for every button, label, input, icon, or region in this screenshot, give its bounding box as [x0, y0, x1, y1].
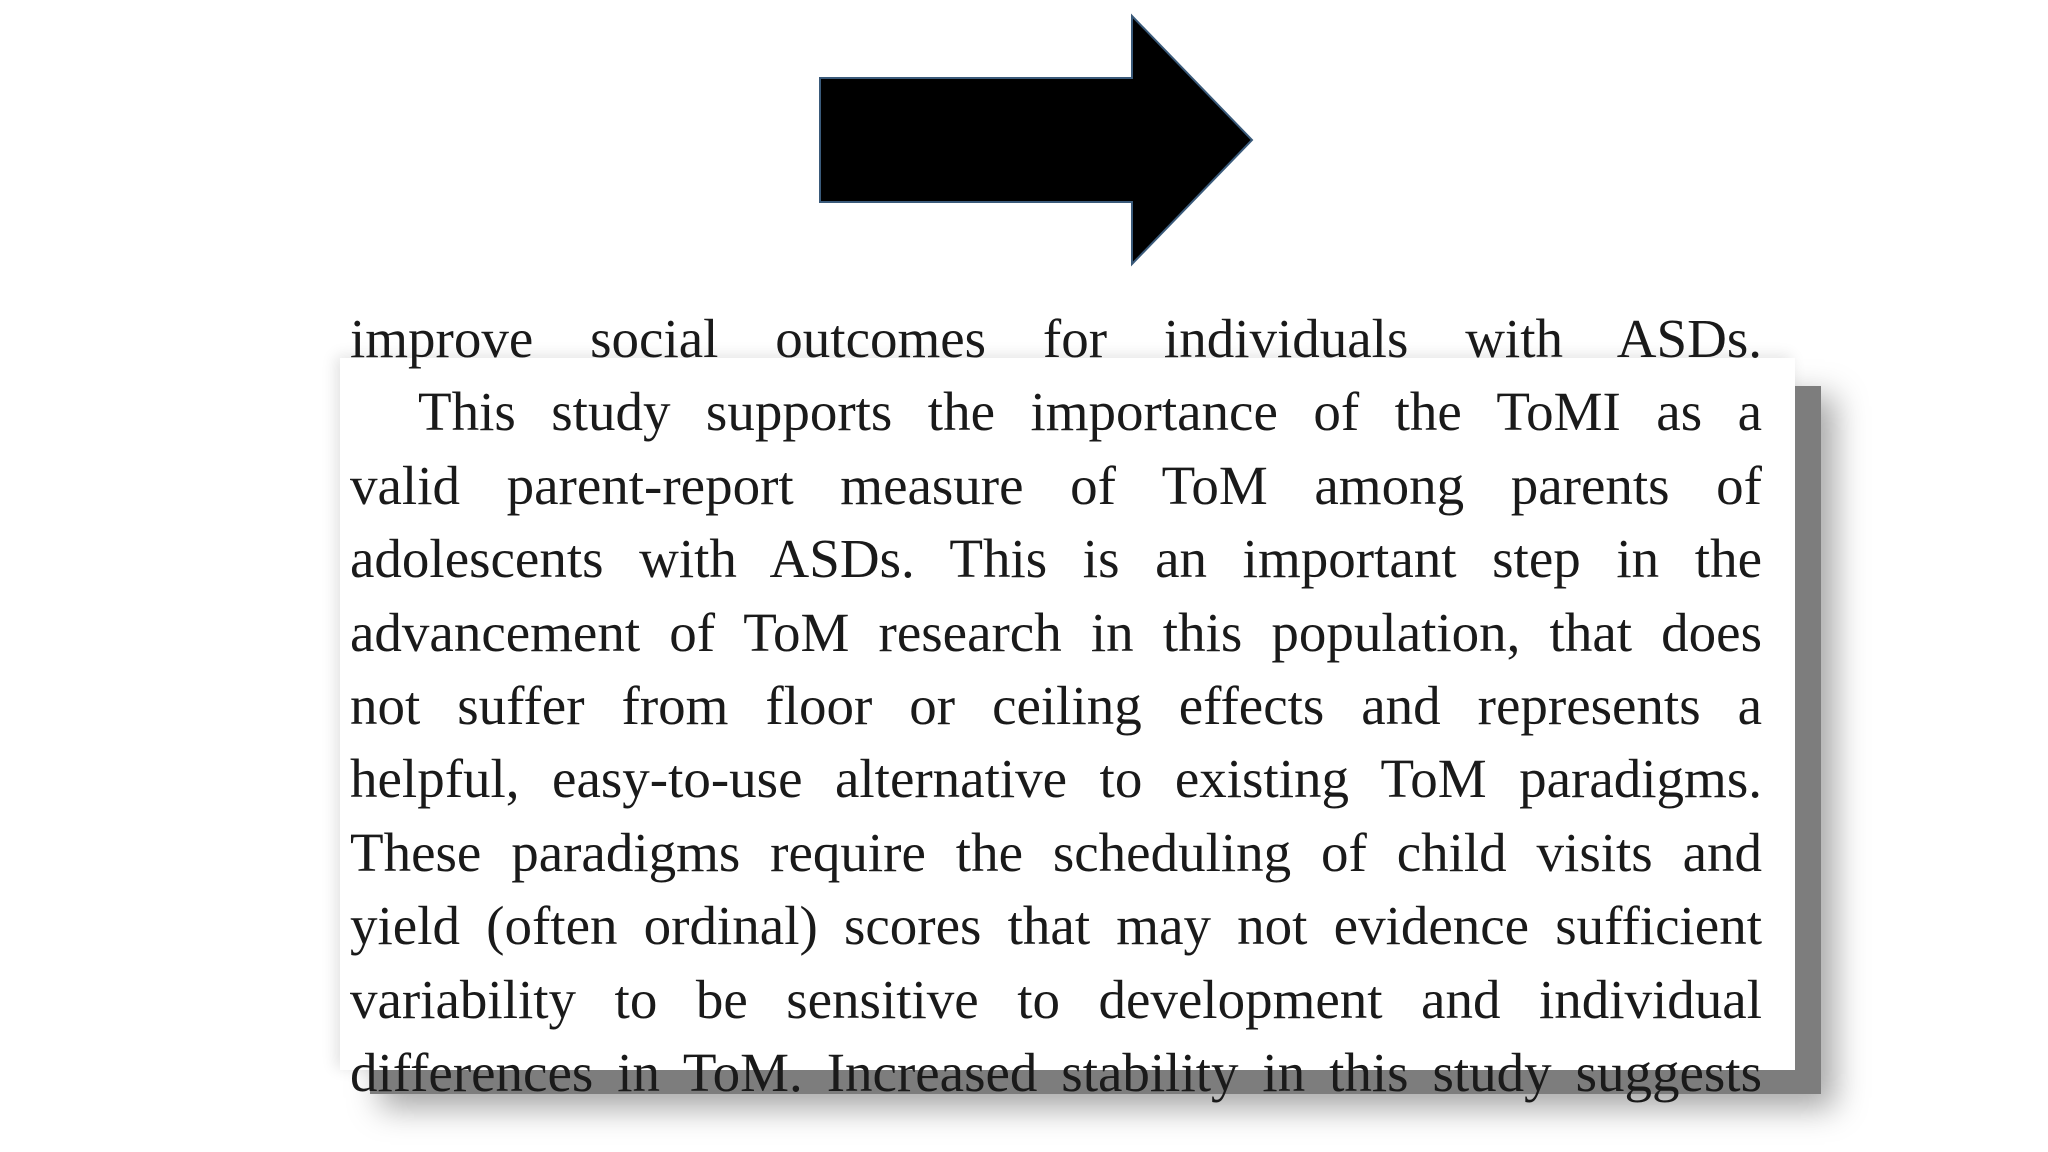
paper-excerpt — [340, 308, 1795, 1103]
excerpt-line: improve social outcomes for individuals with ASDs. — [350, 308, 1762, 369]
excerpt-text — [350, 302, 1762, 1109]
excerpt-line: These paradigms require the scheduling of child visits and — [350, 821, 1762, 883]
excerpt-line: not suffer from floor or ceiling effects and represents a — [350, 674, 1762, 736]
excerpt-line: valid parent-report measure of ToM among parents of — [350, 454, 1762, 516]
excerpt-line: adolescents with ASDs. This is an important step in the — [350, 528, 1762, 590]
excerpt-line: variability to be sensitive to development and individual — [350, 968, 1762, 1030]
excerpt-line: helpful, easy-to-use alternative to existing ToM paradigms. — [350, 748, 1762, 810]
excerpt-line: advancement of ToM research in this population, that does — [350, 601, 1762, 663]
right-arrow-icon — [818, 14, 1254, 266]
excerpt-line: This study supports the importance of the ToMI as a — [418, 381, 1762, 443]
excerpt-line: differences in ToM. Increased stability in this study suggests — [350, 1041, 1762, 1103]
excerpt-line: yield (often ordinal) scores that may not evidence sufficient — [350, 895, 1762, 957]
